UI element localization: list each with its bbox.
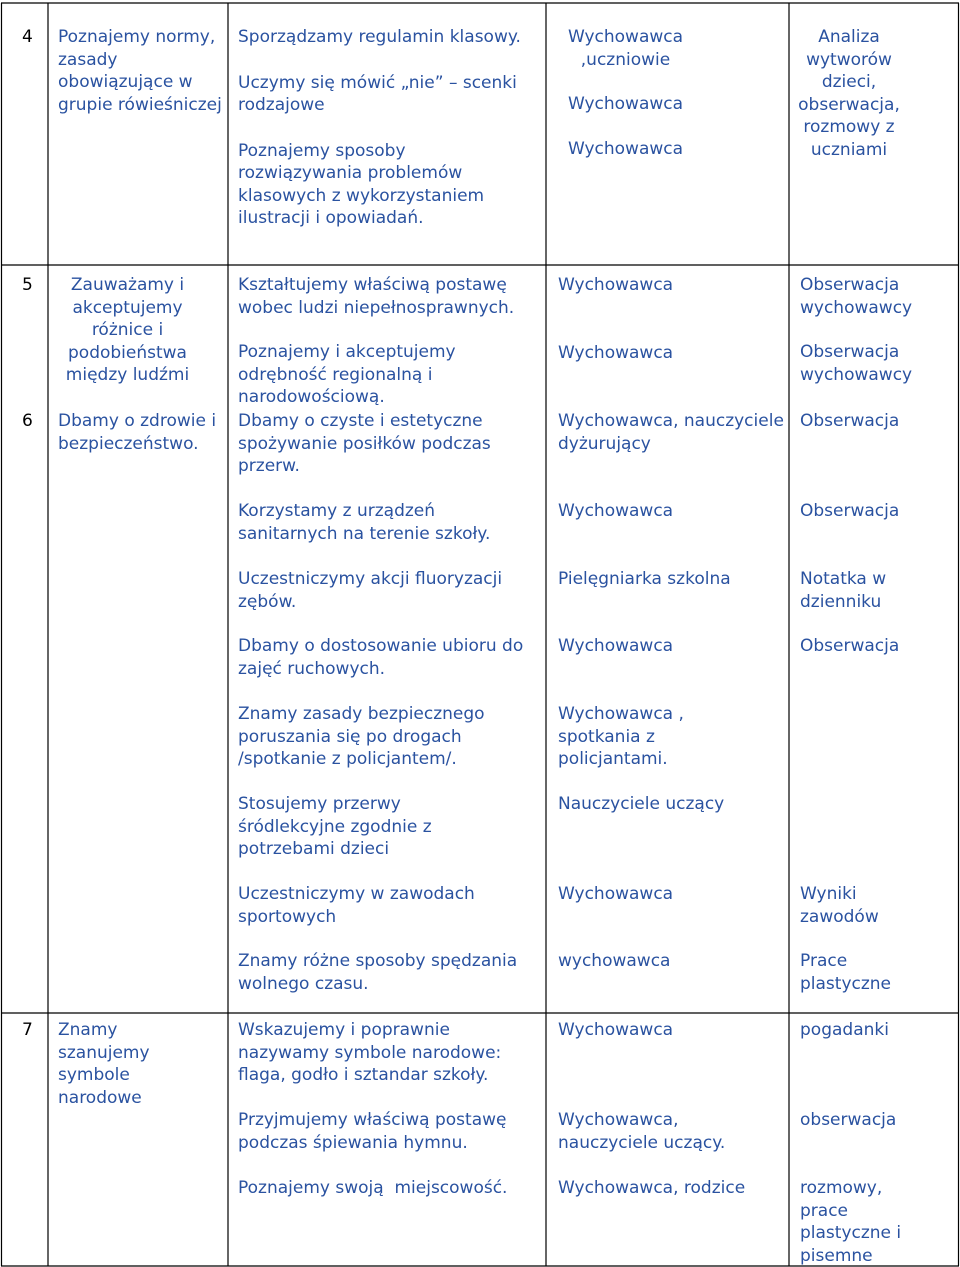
row-6-task-5: Znamy zasady bezpiecznego poruszania się po drogach /spotkanie z policjantem/. <box>238 704 485 769</box>
row-4-evaluation: Analiza wytworów dzieci, obserwacja, rozmowy z uczniami <box>798 27 900 160</box>
responsible-text: Wychowawca ,uczniowie <box>567 27 684 70</box>
row-7-number: 7 <box>22 1020 33 1040</box>
row-5-evaluation <box>800 274 950 386</box>
task-text: Sporządzamy regulamin klasowy. <box>238 27 521 47</box>
evaluation-text: Obserwacja wychowawcy <box>800 342 913 385</box>
row-7-evaluation-3: rozmowy, prace plastyczne i pisemne <box>800 1178 902 1266</box>
row-4-tasks <box>238 26 533 230</box>
row-7-responsible-3: Wychowawca, rodzice <box>558 1178 746 1198</box>
row-6-responsible-6: Nauczyciele uczący <box>558 794 725 814</box>
row-6-responsible-1: Wychowawca, nauczyciele dyżurujący <box>558 411 784 454</box>
row-6-evaluation-7: Wyniki zawodów <box>800 884 879 927</box>
row-6-task-8: Znamy różne sposoby spędzania wolnego czasu. <box>238 951 518 994</box>
row-6-number: 6 <box>22 411 33 431</box>
row-5-topic: Zauważamy i akceptujemy różnice i podobieństwa między ludźmi <box>65 275 190 385</box>
responsible-text: Wychowawca <box>558 342 674 363</box>
row-5-responsible <box>558 274 783 364</box>
row-7-task-2: Przyjmujemy właściwą postawę podczas śpiewania hymnu. <box>238 1110 507 1153</box>
row-6-task-1: Dbamy o czyste i estetyczne spożywanie posiłków podczas przerw. <box>238 411 491 476</box>
row-7-responsible-2: Wychowawca, nauczyciele uczący. <box>558 1110 726 1153</box>
row-6-responsible-3: Pielęgniarka szkolna <box>558 569 731 589</box>
row-6-evaluation-2: Obserwacja <box>800 501 900 521</box>
row-7-evaluation-2: obserwacja <box>800 1110 897 1130</box>
task-text: Poznajemy i akceptujemy odrębność regionalną i narodowościową. <box>238 342 456 407</box>
row-6-responsible-5: Wychowawca , spotkania z policjantami. <box>558 704 684 769</box>
row-7-task-3: Poznajemy swoją miejscowość. <box>238 1178 508 1198</box>
row-4-number: 4 <box>22 27 33 47</box>
row-5-number: 5 <box>22 275 33 295</box>
row-7-responsible-1: Wychowawca <box>558 1020 674 1040</box>
task-text: Kształtujemy właściwą postawę wobec ludzi niepełnosprawnych. <box>238 275 515 318</box>
row-7-topic: Znamy szanujemy symbole narodowe <box>58 1020 150 1108</box>
responsible-text: Wychowawca <box>567 94 684 114</box>
row-7-task-1: Wskazujemy i poprawnie nazywamy symbole narodowe: flaga, godło i sztandar szkoły. <box>238 1020 502 1085</box>
evaluation-text: Obserwacja wychowawcy <box>800 275 913 318</box>
row-6-topic: Dbamy o zdrowie i bezpieczeństwo. <box>58 411 217 454</box>
responsible-text: Wychowawca <box>567 138 684 159</box>
row-4-responsible <box>553 26 698 160</box>
row-6-responsible-8: wychowawca <box>558 951 671 971</box>
row-6-responsible-7: Wychowawca <box>558 884 674 904</box>
row-6-evaluation-3: Notatka w dzienniku <box>800 569 887 612</box>
row-6-task-3: Uczestniczymy akcji fluoryzacji zębów. <box>238 569 503 612</box>
row-6-task-4: Dbamy o dostosowanie ubioru do zajęć ruchowych. <box>238 636 524 679</box>
row-6-evaluation-1: Obserwacja <box>800 411 900 431</box>
row-6-task-2: Korzystamy z urządzeń sanitarnych na terenie szkoły. <box>238 501 491 544</box>
row-7-evaluation-1: pogadanki <box>800 1020 889 1040</box>
row-5-tasks <box>238 274 543 409</box>
row-6-task-6: Stosujemy przerwy śródlekcyjne zgodnie z potrzebami dzieci <box>238 794 432 859</box>
row-6-evaluation-8: Prace plastyczne <box>800 951 892 994</box>
responsible-text: Wychowawca <box>558 275 674 295</box>
row-6-evaluation-4: Obserwacja <box>800 636 900 656</box>
row-6-task-7: Uczestniczymy w zawodach sportowych <box>238 884 475 927</box>
row-6-responsible-2: Wychowawca <box>558 501 674 521</box>
row-4-topic: Poznajemy normy, zasady obowiązujące w grupie rówieśniczej <box>58 27 222 115</box>
task-text: Poznajemy sposoby rozwiązywania problemów klasowych z wykorzystaniem ilustracji i opowiadań. <box>238 140 485 228</box>
task-text: Uczymy się mówić „nie” – scenki rodzajowe <box>238 72 517 115</box>
row-6-responsible-4: Wychowawca <box>558 636 674 656</box>
